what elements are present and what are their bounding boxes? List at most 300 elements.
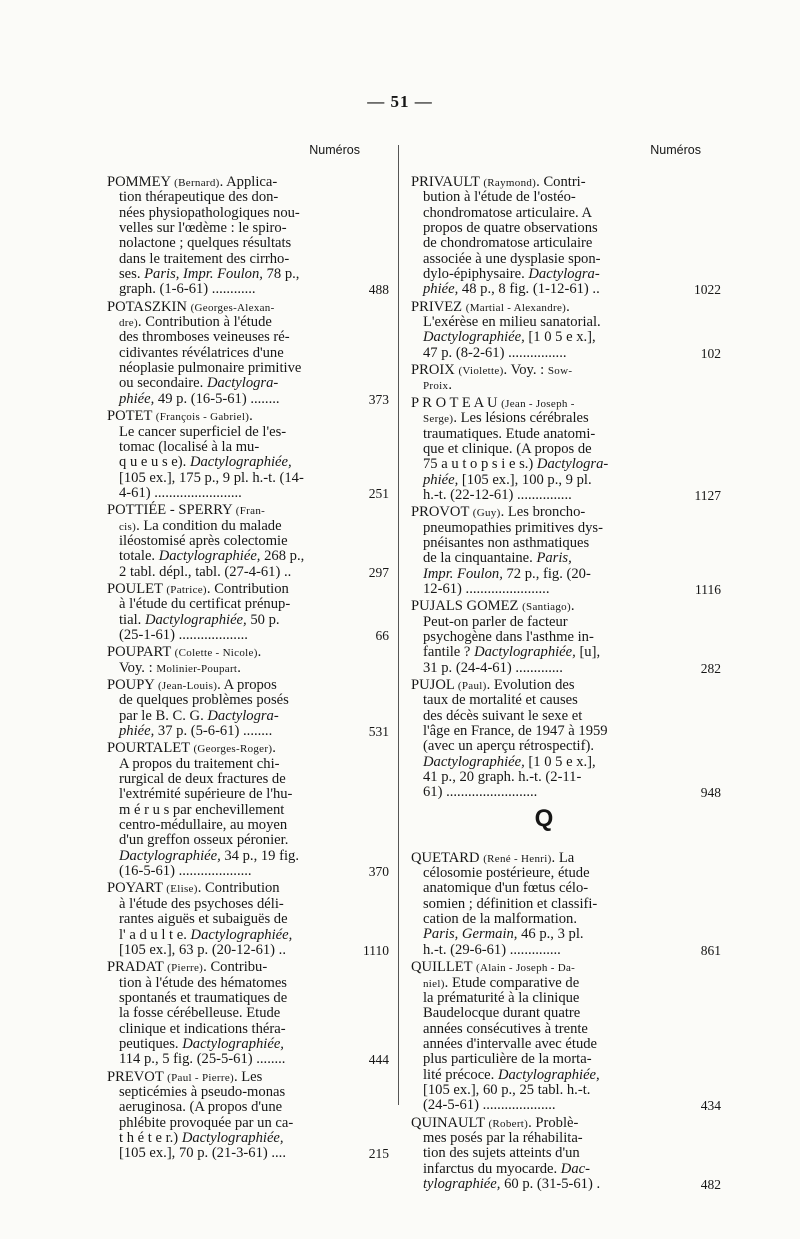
entry-number: 861 — [700, 942, 721, 958]
entry-text: . Etude comparative de — [444, 974, 580, 991]
entry-text: par le B. C. G. — [119, 707, 208, 724]
entry-line — [411, 785, 677, 800]
author-given-name: (Patrice) — [166, 583, 207, 596]
entry-number: 297 — [368, 564, 389, 580]
entry-text: pneumopathies primitives dys- — [423, 519, 603, 536]
catalog-entry — [411, 598, 721, 676]
entry-line — [107, 330, 373, 345]
entry-line — [411, 457, 677, 472]
entry-text: . Applica- — [219, 174, 278, 190]
entry-line — [107, 943, 373, 958]
entry-line — [107, 912, 373, 927]
entry-line — [107, 1052, 373, 1067]
publisher-text: Impr. Foulon, — [423, 565, 503, 582]
entry-text: aeruginosa. (A propos d'une — [119, 1099, 283, 1116]
author-given-name: (Raymond) — [483, 177, 537, 189]
entry-line — [107, 471, 373, 486]
entry-text: PROVOT — [411, 504, 473, 521]
entry-text: centro-médullaire, au moyen — [119, 817, 288, 834]
entry-line — [411, 330, 677, 345]
entry-line — [411, 346, 677, 361]
entry-text: h.-t. (22-12-61) ............... — [423, 486, 572, 503]
author-given-name: dre) — [119, 317, 138, 330]
entry-text: POMMEY — [107, 174, 175, 190]
entry-text: t h é t e r.) — [119, 1129, 182, 1146]
entry-text: POULET — [107, 580, 167, 597]
entry-text: . — [237, 659, 241, 676]
entry-line — [411, 1098, 677, 1113]
entry-text: rantes aiguës et subaiguës de — [119, 911, 288, 928]
entry-text: spontanés et traumatiques de — [119, 989, 288, 1006]
entry-line — [107, 709, 373, 724]
entry-text: (24-5-61) .................... — [423, 1097, 556, 1114]
entry-line — [107, 549, 373, 564]
entry-line — [411, 1131, 677, 1146]
author-given-name: Serge) — [423, 413, 454, 426]
entry-text: traumatiques. Etude anatomi- — [423, 425, 596, 442]
entry-line — [107, 1085, 373, 1100]
entry-text: 4-61) ........................ — [119, 484, 242, 501]
entry-line — [411, 236, 677, 251]
catalog-entry — [107, 1068, 389, 1162]
entry-line — [107, 833, 373, 848]
publisher-text: Dactylographiée, — [181, 1129, 284, 1146]
entry-number: 66 — [375, 627, 389, 643]
entry-line — [411, 378, 677, 393]
right-column — [411, 143, 721, 1194]
entry-line — [411, 206, 677, 221]
entry-text: A propos du traitement chi- — [119, 755, 280, 772]
entry-text: phlébite provoquée par un ca- — [119, 1114, 294, 1131]
entry-text: h.-t. (29-6-61) .............. — [423, 941, 561, 958]
catalog-entry — [107, 174, 389, 298]
entry-line — [107, 376, 373, 391]
entry-text: PUJALS GOMEZ — [411, 598, 523, 615]
entry-number: 1116 — [695, 581, 721, 597]
catalog-entry — [107, 502, 389, 580]
entry-text: m é r u s par enchevillement — [119, 801, 285, 818]
author-given-name: (Robert) — [488, 1117, 529, 1130]
entry-text: tion à l'étude des hématomes — [119, 974, 287, 991]
publisher-text: Dac- — [560, 1160, 590, 1177]
entry-line — [411, 300, 677, 315]
publisher-text: Dactylographiée, — [189, 454, 292, 471]
author-given-name: (Elise) — [166, 883, 198, 896]
entry-line — [411, 645, 677, 660]
entry-line — [107, 803, 373, 818]
entry-text: POTASZKIN — [107, 298, 191, 315]
entry-text: des décès suivant le sexe et — [423, 707, 583, 724]
entry-line — [411, 770, 677, 785]
entry-line — [107, 678, 373, 693]
entry-text: totale. — [119, 548, 159, 565]
entry-text: dylo-épiphysaire. — [423, 266, 529, 283]
entry-line — [107, 597, 373, 612]
entry-text: de la cinquantaine. — [423, 550, 537, 567]
entry-text: la prématurité à la clinique — [423, 989, 580, 1006]
entry-line — [411, 693, 677, 708]
entry-text: . Les lésions cérébrales — [453, 410, 589, 427]
entry-text: l'âge en France, de 1947 à 1959 — [423, 723, 608, 740]
entry-text: 41 p., 20 graph. h.-t. (2-11- — [423, 769, 582, 786]
entry-text: associée à une dysplasie spon- — [423, 250, 601, 267]
entry-text: l' a d u l t e. — [119, 926, 191, 943]
entry-text: PRADAT — [107, 959, 168, 976]
publisher-text: Dactylogra- — [206, 375, 279, 392]
entry-line — [107, 206, 373, 221]
entry-text: psychogène dans l'asthme in- — [423, 628, 594, 645]
entry-text: 75 a u t o p s i e s.) — [423, 456, 537, 473]
publisher-text: Dactylographiée, — [423, 329, 525, 346]
entry-line — [107, 252, 373, 267]
entry-line — [411, 739, 677, 754]
entry-text: . Problè- — [528, 1114, 579, 1131]
entry-text: (16-5-61) .................... — [119, 863, 252, 880]
catalog-entry — [411, 363, 677, 394]
entry-line — [411, 427, 677, 442]
entry-number: 488 — [368, 282, 389, 298]
entry-text: néoplasie pulmonaire primitive — [119, 360, 302, 377]
entry-line — [107, 1022, 373, 1037]
catalog-entry — [411, 677, 721, 801]
catalog-entry — [107, 880, 389, 958]
entry-line — [411, 363, 677, 378]
catalog-entry — [107, 580, 389, 643]
entry-line — [107, 267, 373, 282]
entry-line — [107, 315, 373, 330]
entry-text: . Contribution — [206, 580, 289, 597]
entry-line — [107, 392, 373, 407]
entry-text: POYART — [107, 880, 167, 897]
entry-line — [107, 787, 373, 802]
publisher-text: phiée, — [423, 471, 459, 488]
entry-line — [411, 1162, 677, 1177]
entry-line — [107, 645, 373, 660]
catalog-entry — [107, 298, 389, 407]
entry-text: bution à l'étude de l'ostéo- — [423, 189, 576, 206]
entry-line — [411, 396, 677, 411]
entry-line — [411, 678, 677, 693]
entry-text: la fosse cérébelleuse. Etude — [119, 1005, 281, 1022]
entry-text: 60 p. (31-5-61) . — [500, 1175, 601, 1192]
entry-number: 251 — [368, 485, 389, 501]
entry-text: [1 0 5 e x.], — [524, 753, 596, 770]
publisher-text: phiée, — [119, 390, 155, 407]
entry-text: tomac (localisé à la mu- — [119, 438, 260, 455]
catalog-entry — [107, 740, 389, 880]
entry-text: QUETARD — [411, 849, 484, 866]
entry-line — [107, 1116, 373, 1131]
publisher-text: tylographiée, — [423, 1175, 501, 1192]
entry-line — [411, 1068, 677, 1083]
entry-line — [411, 851, 677, 866]
entry-line — [411, 267, 677, 282]
entry-line — [411, 1177, 677, 1192]
entry-text: POURTALET — [107, 740, 194, 757]
entry-line — [107, 724, 373, 739]
entry-text: 61) ......................... — [423, 784, 538, 801]
author-given-name: Molinier-Poupart — [156, 662, 238, 675]
author-given-name: (Georges-Roger) — [193, 743, 273, 756]
catalog-entry — [411, 504, 721, 597]
author-given-name: (Guy) — [472, 507, 501, 520]
entry-text: POTET — [107, 408, 156, 425]
page-number: — 51 — — [367, 92, 433, 111]
entry-text: . — [257, 644, 262, 661]
author-given-name: (François - Gabriel) — [155, 411, 250, 424]
entry-line — [107, 190, 373, 205]
entry-text: . La — [551, 849, 575, 866]
entry-text: PRIVAULT — [411, 174, 484, 190]
entry-text: dans le traitement des cirrho- — [119, 250, 290, 267]
entry-line — [107, 613, 373, 628]
author-given-name: (Georges-Alexan- — [190, 301, 275, 314]
publisher-text: Paris, Impr. Foulon, — [144, 266, 263, 283]
catalog-entry — [107, 645, 373, 676]
entry-text: célosomie postérieure, étude — [423, 865, 590, 882]
entry-text: nolactone ; quelques résultats — [119, 235, 292, 252]
author-given-name: (Santiago) — [522, 601, 571, 614]
entry-line — [107, 881, 373, 896]
entry-line — [411, 1116, 677, 1131]
entry-text: . Contribu- — [203, 959, 268, 976]
entry-line — [107, 661, 373, 676]
entry-text: . Voy. : — [503, 362, 548, 379]
entry-line — [411, 897, 677, 912]
entry-line — [107, 897, 373, 912]
author-given-name: (Pierre) — [167, 962, 204, 975]
entry-line — [107, 300, 373, 315]
entry-text: tion thérapeutique des don- — [119, 189, 279, 206]
author-given-name: (Alain - Joseph - Da- — [475, 962, 576, 975]
entry-text: de quelques problèmes posés — [119, 692, 289, 709]
entry-text: ses. — [119, 266, 145, 283]
entry-line — [411, 615, 677, 630]
column-header-numeros: Numéros — [309, 143, 360, 157]
entry-text: L'exérèse en milieu sanatorial. — [423, 314, 601, 331]
entry-text: de chondromatose articulaire — [423, 235, 593, 252]
entry-line — [411, 252, 677, 267]
entry-line — [107, 582, 373, 597]
entry-text: (avec un aperçu rétrospectif). — [423, 738, 594, 755]
entry-text: POUPART — [107, 644, 175, 661]
entry-line — [411, 536, 677, 551]
entry-text: POUPY — [107, 677, 158, 693]
entry-number: 1022 — [694, 282, 721, 298]
entry-line — [107, 534, 373, 549]
entry-number: 444 — [368, 1052, 389, 1068]
entry-text: 47 p. (8-2-61) ................ — [423, 344, 567, 361]
entry-text: infarctus du myocarde. — [423, 1160, 561, 1177]
entry-line — [107, 1006, 373, 1021]
entry-line — [411, 724, 677, 739]
publisher-text: Dactylographiée, — [423, 753, 525, 770]
entry-text: rurgical de deux fractures de — [119, 771, 286, 788]
entry-text: années d'intervalle avec étude — [423, 1035, 598, 1052]
author-given-name: Proix — [423, 380, 449, 393]
entry-text: . — [249, 408, 253, 425]
author-given-name: (Bernard) — [174, 177, 220, 189]
entry-text: [105 ex.], 100 p., 9 pl. — [458, 471, 592, 488]
entry-line — [411, 709, 677, 724]
entry-number: 1110 — [363, 942, 389, 958]
entry-text: 37 p. (5-6-61) ........ — [154, 723, 273, 740]
entry-text: 50 p. — [246, 611, 280, 628]
entry-text: . Contri- — [536, 174, 586, 190]
left-entry-list — [107, 174, 389, 1162]
entry-line — [107, 565, 373, 580]
entry-text: que et clinique. (A propos de — [423, 440, 592, 457]
entry-line — [107, 1146, 373, 1161]
publisher-text: Dactylographiée, — [190, 926, 293, 943]
section-letter-q: Q — [534, 804, 554, 832]
entry-text: cation de la malformation. — [423, 911, 577, 928]
entry-text: cidivantes révélatrices d'une — [119, 344, 284, 361]
entry-line — [107, 503, 373, 518]
entry-line — [107, 741, 373, 756]
entry-number: 373 — [368, 391, 389, 407]
entry-text: Baudelocque durant quatre — [423, 1005, 581, 1022]
entry-text: chondromatose articulaire. A — [423, 204, 592, 221]
entry-text: nées physiopathologiques nou- — [119, 204, 300, 221]
publisher-text: Dactylographiée, — [144, 611, 247, 628]
entry-line — [107, 1131, 373, 1146]
publisher-text: Dactylographiée, — [474, 644, 576, 661]
entry-line — [107, 425, 373, 440]
author-given-name: (Fran- — [235, 505, 266, 518]
publisher-text: Dactylographiée, — [182, 1035, 284, 1052]
entry-text: somien ; définition et classifi- — [423, 895, 598, 912]
publisher-text: phiée, — [423, 281, 459, 298]
entry-number: 434 — [700, 1098, 721, 1114]
entry-line — [107, 864, 373, 879]
catalog-entry — [107, 677, 389, 740]
entry-line — [411, 1037, 677, 1052]
entry-text: 49 p. (16-5-61) ........ — [154, 390, 280, 407]
author-given-name: (Violette) — [458, 365, 504, 378]
author-given-name: Sow- — [547, 365, 573, 378]
entry-text: . — [272, 740, 276, 757]
column-header-numeros: Numéros — [650, 143, 701, 157]
entry-line — [107, 1037, 373, 1052]
author-given-name: niel) — [423, 977, 445, 990]
entry-line — [411, 960, 677, 975]
publisher-text: Dactylogra- — [536, 456, 609, 473]
publisher-text: Paris, — [536, 550, 572, 567]
catalog-entry — [411, 394, 721, 503]
entry-text: l'extrémité supérieure de l'hu- — [119, 786, 293, 803]
entry-text: . Contribution — [197, 880, 280, 897]
entry-line — [411, 411, 677, 426]
entry-text: à l'étude du certificat prénup- — [119, 596, 291, 613]
entry-text: à l'étude des psychoses déli- — [119, 895, 284, 912]
entry-number: 948 — [700, 785, 721, 801]
entry-number: 482 — [700, 1176, 721, 1192]
entry-line — [107, 346, 373, 361]
entry-text: [1 0 5 e x.], — [524, 329, 596, 346]
entry-line — [107, 960, 373, 975]
entry-line — [411, 976, 677, 991]
entry-text: anatomique d'un fœtus célo- — [423, 880, 589, 897]
entry-line — [411, 1146, 677, 1161]
entry-line — [411, 175, 677, 190]
entry-line — [107, 455, 373, 470]
entry-number: 1127 — [694, 487, 721, 503]
entry-line — [411, 1006, 677, 1021]
entry-line — [107, 1100, 373, 1115]
catalog-entry — [107, 959, 389, 1068]
entry-line — [107, 928, 373, 943]
entry-line — [411, 630, 677, 645]
entry-text: pnéisantes non asthmatiques — [423, 534, 590, 551]
entry-line — [411, 881, 677, 896]
entry-text: années consécutives à trente — [423, 1020, 588, 1037]
entry-text: fantile ? — [423, 644, 475, 661]
entry-text: . Les broncho- — [500, 504, 586, 521]
publisher-text: Dactylographiée, — [497, 1066, 600, 1083]
entry-text: 78 p., — [262, 266, 300, 283]
entry-text: PREVOT — [107, 1068, 168, 1085]
entry-line — [411, 991, 677, 1006]
entry-text: [u], — [575, 644, 601, 661]
entry-text: 12-61) ....................... — [423, 580, 550, 597]
entry-text: graph. (1-6-61) ............ — [119, 281, 256, 298]
entry-text: des thromboses veineuses ré- — [119, 329, 290, 346]
entry-line — [107, 409, 373, 424]
entry-line — [107, 175, 373, 190]
entry-line — [411, 912, 677, 927]
catalog-entry — [411, 1114, 721, 1193]
author-given-name: (Jean - Joseph - — [501, 397, 575, 410]
entry-text: q u e u s e). — [119, 454, 190, 471]
entry-text: tion des sujets atteints d'un — [423, 1145, 580, 1162]
entry-text: Le cancer superficiel de l'es- — [119, 423, 287, 440]
entry-text: tial. — [119, 611, 145, 628]
entry-text: [105 ex.], 70 p. (21-3-61) .... — [119, 1145, 286, 1162]
entry-number: 531 — [368, 724, 389, 740]
entry-line — [411, 551, 677, 566]
entry-text: Voy. : — [119, 659, 157, 676]
entry-text: 114 p., 5 fig. (25-5-61) ........ — [119, 1051, 286, 1068]
entry-line — [411, 599, 677, 614]
entry-text: [105 ex.], 60 p., 25 tabl. h.-t. — [423, 1081, 591, 1098]
entry-line — [411, 1052, 677, 1067]
entry-line — [411, 282, 677, 297]
entry-line — [107, 818, 373, 833]
entry-line — [107, 849, 373, 864]
entry-text: QUILLET — [411, 959, 476, 976]
entry-line — [411, 488, 677, 503]
entry-line — [411, 315, 677, 330]
entry-line — [411, 1083, 677, 1098]
author-given-name: (Jean-Louis) — [157, 680, 218, 692]
entry-line — [411, 505, 677, 520]
publisher-text: Paris, Germain, — [423, 926, 518, 943]
entry-line — [107, 486, 373, 501]
entry-line — [107, 519, 373, 534]
entry-text: iléostomisé après colectomie — [119, 532, 288, 549]
entry-line — [411, 661, 677, 676]
author-given-name: (Colette - Nicole) — [174, 647, 258, 660]
publisher-text: Dactylogra- — [528, 266, 600, 283]
entry-line — [411, 521, 677, 536]
entry-text: plus particulière de la morta- — [423, 1051, 592, 1068]
entry-line — [107, 772, 373, 787]
entry-text: . — [448, 377, 452, 394]
entry-line — [107, 991, 373, 1006]
entry-number: 102 — [700, 345, 721, 361]
entry-line — [411, 473, 677, 488]
